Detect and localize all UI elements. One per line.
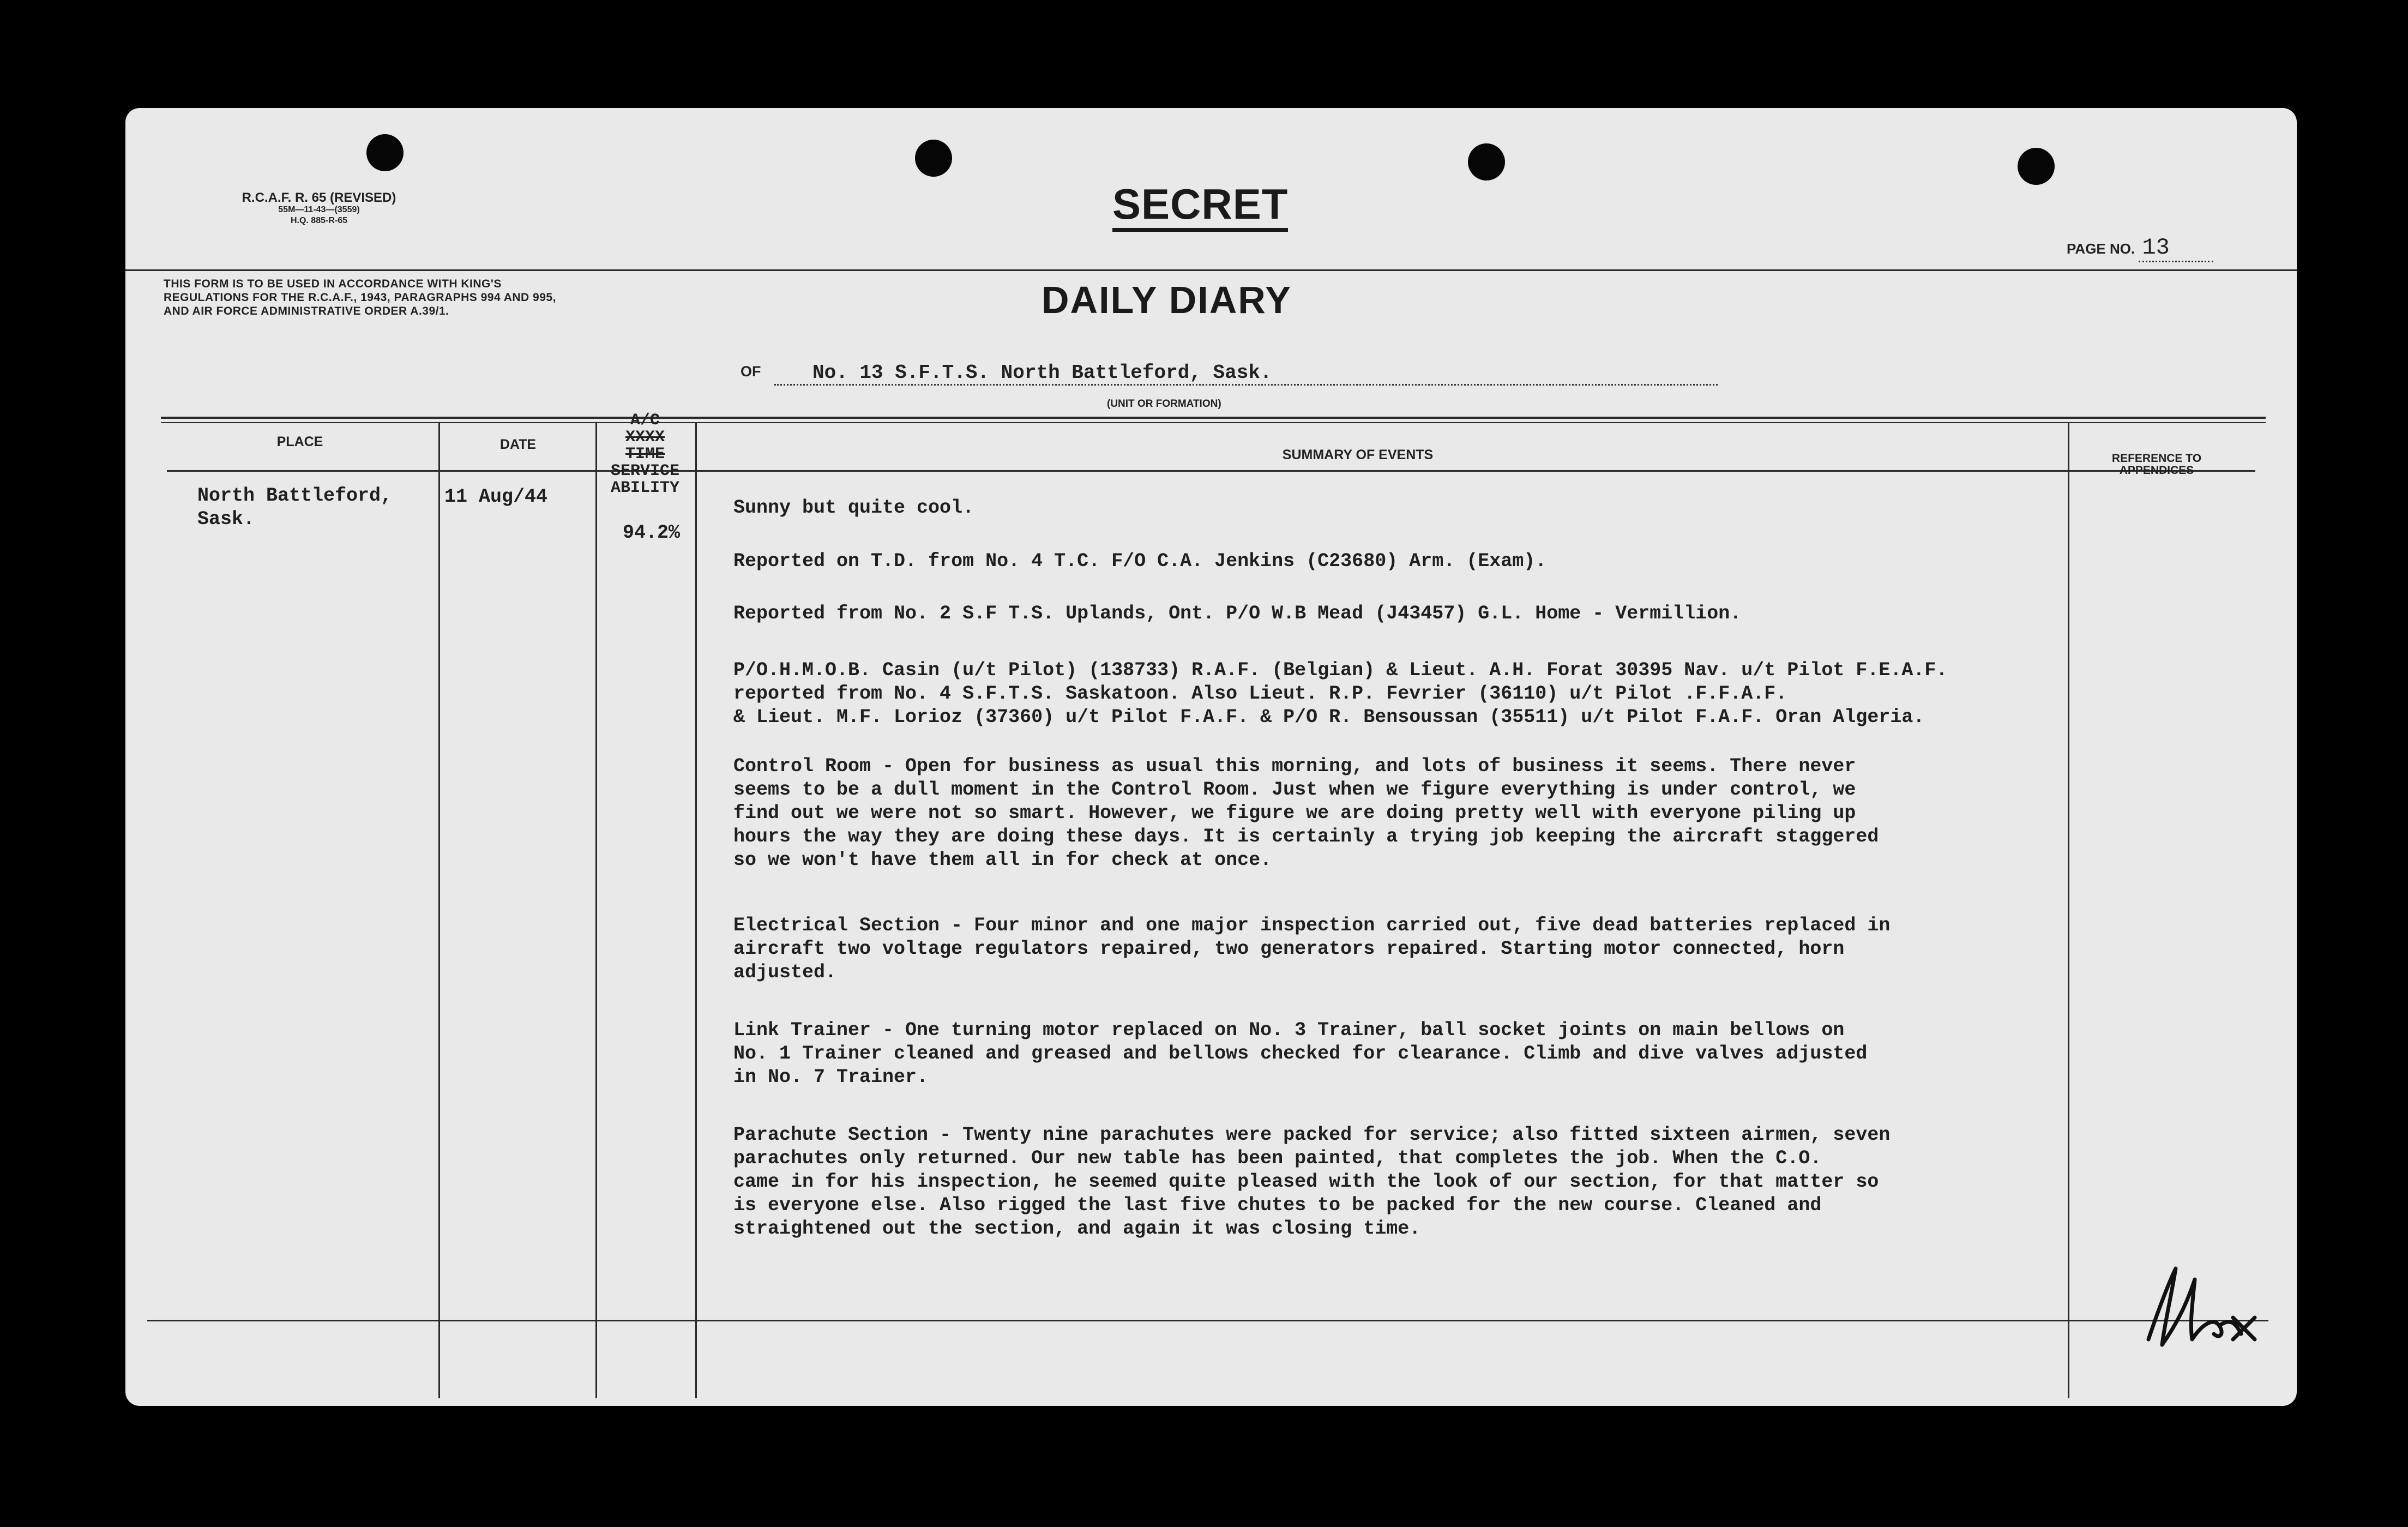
service-header-line2: ABILITY <box>610 479 680 497</box>
summary-line: find out we were not so smart. However, we figure we are doing pretty well with everyone piling up <box>733 802 1856 824</box>
summary-paragraph <box>733 1123 1890 1241</box>
unit-field: No. 13 S.F.T.S. North Battleford, Sask. <box>774 362 1718 386</box>
summary-line: hours the way they are doing these days. It is certainly a trying job keeping the aircraft staggered <box>733 826 1879 847</box>
page-number-label: PAGE NO. <box>2067 241 2135 257</box>
summary-line: reported from No. 4 S.F.T.S. Saskatoon. Also Lieut. R.P. Fevrier (36110) u/t Pilot .F.F.A.F. <box>733 683 1787 705</box>
summary-line: straightened out the section, and again it was closing time. <box>733 1218 1421 1240</box>
form-instructions: THIS FORM IS TO BE USED IN ACCORDANCE WITH KING'S REGULATIONS FOR THE R.C.A.F., 1943, PARAGRAPHS 994 AND 995, AND AIR FORCE ADMINISTRATIVE ORDER A.39/1. <box>164 278 556 317</box>
summary-paragraph <box>733 550 1546 573</box>
summary-line: Sunny but quite cool. <box>733 497 974 519</box>
summary-line: & Lieut. M.F. Lorioz (37360) u/t Pilot F.A.F. & P/O R. Bensoussan (35511) u/t Pilot F.A.F. Oran Algeria. <box>733 706 1925 728</box>
summary-line: came in for his inspection, he seemed quite pleased with the look of our section, for that matter so <box>733 1171 1879 1193</box>
summary-line: Electrical Section - Four minor and one major inspection carried out, five dead batteries replaced in <box>733 915 1891 936</box>
summary-paragraph <box>733 1019 1867 1089</box>
print-code: 55M—11-43—(3559) <box>278 205 360 214</box>
service-header-struck-2: TIME <box>625 445 665 464</box>
entry-date: 11 Aug/44 <box>444 486 548 508</box>
summary-line: adjusted. <box>733 961 837 983</box>
of-label: OF <box>741 363 761 380</box>
entry-place-line1: North Battleford, <box>197 485 393 507</box>
column-divider <box>438 422 440 1398</box>
diary-title: DAILY DIARY <box>1042 279 1292 321</box>
summary-line: P/O.H.M.O.B. Casin (u/t Pilot) (138733) R.A.F. (Belgian) & Lieut. A.H. Forat 30395 Nav. u/t Pilot F.E.A.F. <box>733 659 1948 681</box>
binder-hole <box>2018 148 2055 185</box>
hq-code: H.Q. 885-R-65 <box>290 216 348 225</box>
serviceability-column-header <box>599 412 691 497</box>
summary-line: in No. 7 Trainer. <box>733 1066 929 1088</box>
summary-paragraph <box>733 496 974 520</box>
summary-line: Reported on T.D. from No. 4 T.C. F/O C.A. Jenkins (C23680) Arm. (Exam). <box>733 550 1547 572</box>
unit-caption: (UNIT OR FORMATION) <box>1107 398 1221 410</box>
classification-heading: SECRET <box>1112 180 1288 232</box>
page-number-field <box>2067 235 2213 261</box>
service-header-line1: SERVICE <box>610 462 680 480</box>
table-top-rule <box>161 417 2266 419</box>
column-divider <box>595 422 597 1398</box>
top-divider <box>125 269 2297 271</box>
table-bottom-rule <box>147 1320 2268 1321</box>
binder-hole <box>366 134 404 171</box>
form-identifier <box>177 191 461 226</box>
summary-paragraph <box>733 659 1947 729</box>
summary-line: No. 1 Trainer cleaned and greased and bellows checked for clearance. Climb and dive valves adjusted <box>733 1043 1868 1065</box>
summary-line: parachutes only returned. Our new table has been painted, that completes the job. When the C.O. <box>733 1147 1822 1169</box>
summary-paragraph <box>733 755 1879 872</box>
summary-column-header: SUMMARY OF EVENTS <box>1282 447 1434 462</box>
form-number: R.C.A.F. R. 65 (REVISED) <box>242 190 396 205</box>
column-divider <box>2068 422 2069 1398</box>
summary-line: aircraft two voltage regulators repaired, two generators repaired. Starting motor connected, horn <box>733 938 1845 960</box>
diary-sheet <box>125 108 2297 1406</box>
summary-line: so we won't have them all in for check at once. <box>733 849 1272 871</box>
summary-line: is everyone else. Also rigged the last five chutes to be packed for the new course. Cleaned and <box>733 1194 1822 1216</box>
summary-line: Parachute Section - Twenty nine parachutes were packed for service; also fitted sixteen airmen, seven <box>733 1124 1891 1146</box>
place-column-header: PLACE <box>276 434 323 449</box>
binder-hole <box>1468 143 1505 181</box>
date-column-header: DATE <box>499 437 537 452</box>
service-header-top: A/C <box>630 411 660 430</box>
entry-place-line2: Sask. <box>197 508 255 530</box>
summary-line: seems to be a dull moment in the Control Room. Just when we figure everything is under control, we <box>733 779 1856 801</box>
summary-paragraph <box>733 602 1741 626</box>
summary-paragraph <box>733 914 1890 984</box>
service-header-struck: XXXX <box>625 428 665 447</box>
summary-line: Link Trainer - One turning motor replaced on No. 3 Trainer, ball socket joints on main bellows on <box>733 1019 1845 1041</box>
page-number-value: 13 <box>2139 235 2213 262</box>
table-top-rule-inner <box>161 422 2266 423</box>
column-divider <box>695 422 697 1398</box>
summary-line: Control Room - Open for business as usual this morning, and lots of business it seems. There never <box>733 755 1856 777</box>
handwritten-signature <box>2138 1258 2263 1350</box>
binder-hole <box>915 140 952 177</box>
entry-serviceability: 94.2% <box>623 522 681 544</box>
header-bottom-rule <box>167 470 2255 472</box>
reference-column-header: REFERENCE TO APPENDICES <box>2111 452 2202 477</box>
summary-line: Reported from No. 2 S.F T.S. Uplands, Ont. P/O W.B Mead (J43457) G.L. Home - Vermillion. <box>733 603 1742 624</box>
